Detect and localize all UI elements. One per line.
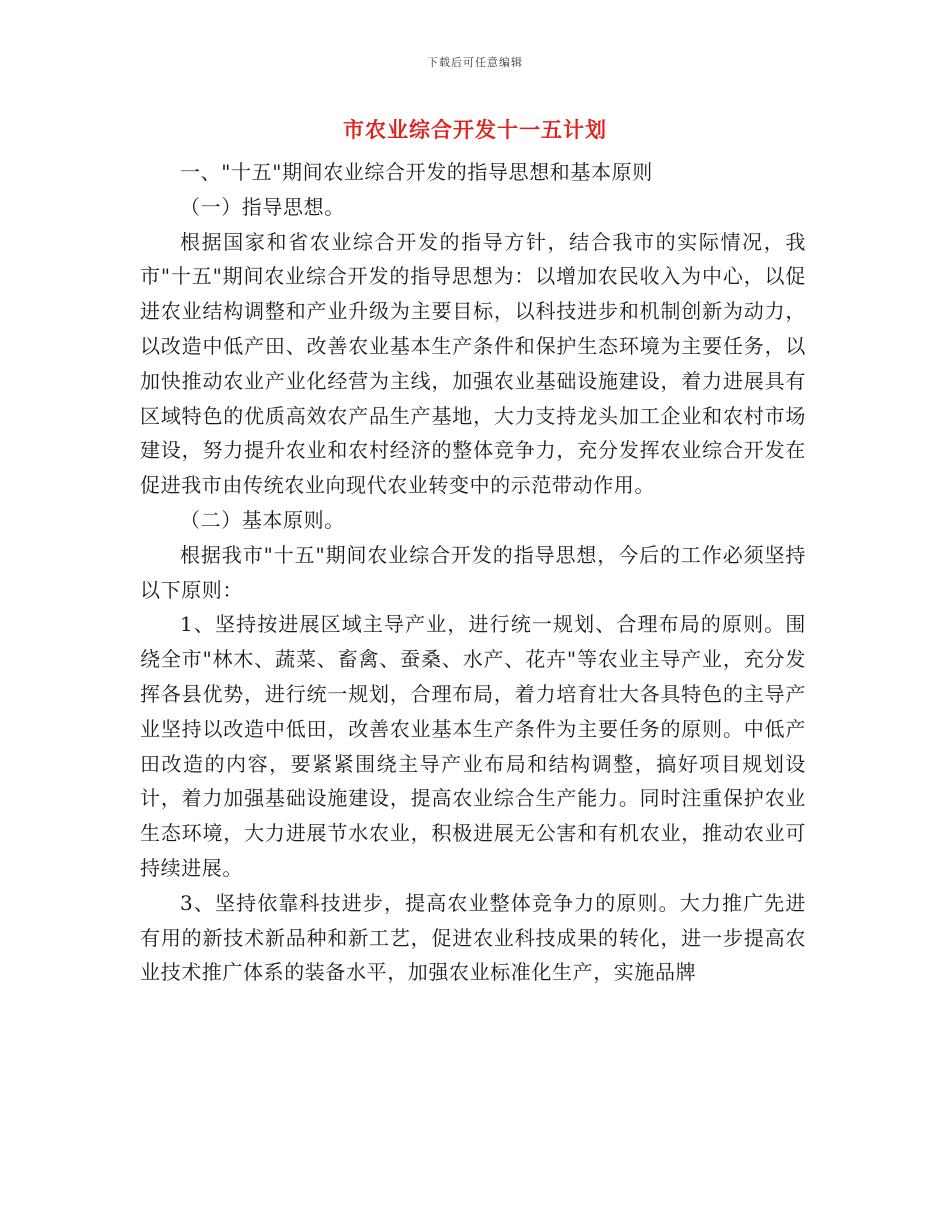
document-title: 市农业综合开发十一五计划 xyxy=(343,118,607,142)
page-header: 下载后可任意编辑 xyxy=(427,56,523,69)
subsection-heading: （二）基本原则。 xyxy=(180,507,345,532)
body-paragraph: 根据我市"十五"期间农业综合开发的指导思想，今后的工作必须坚持以下原则： xyxy=(140,542,806,602)
document-body xyxy=(140,155,806,990)
section-heading: 一、"十五"期间农业综合开发的指导思想和基本原则 xyxy=(180,160,653,184)
body-paragraph: 3、坚持依靠科技进步，提高农业整体竞争力的原则。大力推广先进有用的新技术新品种和新工艺，促进农业科技成果的转化，进一步提高农业技术推广体系的装备水平，加强农业标准化生产，实施品牌 xyxy=(140,890,806,985)
body-paragraph: 1、坚持按进展区域主导产业，进行统一规划、合理布局的原则。围绕全市"林木、蔬菜、畜禽、蚕桑、水产、花卉"等农业主导产业，充分发挥各县优势，进行统一规划，合理布局，着力培育壮大各具特色的主导产业坚持以改造中低田，改善农业基本生产条件为主要任务的原则。中低产田改造的内容，要紧紧围绕主导产业布局和结构调整，搞好项目规划设计，着力加强基础设施建设，提高农业综合生产能力。同时注重保护农业生态环境，大力进展节水农业，积极进展无公害和有机农业，推动农业可持续进展。 xyxy=(140,612,806,880)
body-paragraph: 根据国家和省农业综合开发的指导方针，结合我市的实际情况，我市"十五"期间农业综合开发的指导思想为：以增加农民收入为中心，以促进农业结构调整和产业升级为主要目标，以科技进步和机制创新为动力，以改造中低产田、改善农业基本生产条件和保护生态环境为主要任务，以加快推动农业产业化经营为主线，加强农业基础设施建设，着力进展具有区域特色的优质高效农产品生产基地，大力支持龙头加工企业和农村市场建设，努力提升农业和农村经济的整体竞争力，充分发挥农业综合开发在促进我市由传统农业向现代农业转变中的示范带动作用。 xyxy=(140,229,806,498)
subsection-heading: （一）指导思想。 xyxy=(180,194,345,219)
